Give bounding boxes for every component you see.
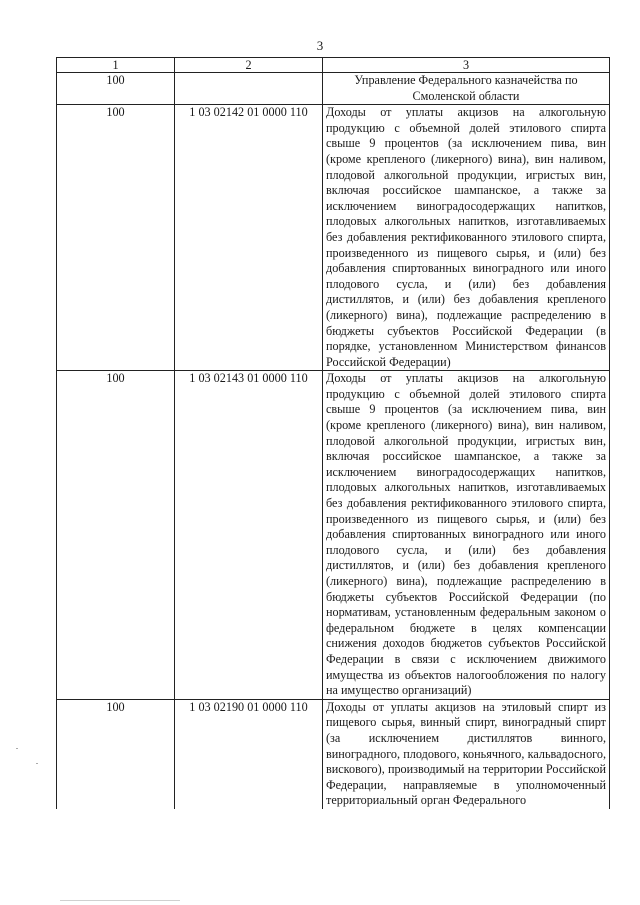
table-row: [57, 73, 610, 105]
table-header-row: [57, 58, 610, 73]
scan-artifact-line: [60, 900, 180, 901]
revenue-code-cell: 1 03 02143 01 0000 110: [175, 371, 323, 699]
revenue-codes-table: [56, 57, 610, 809]
scan-artifact-line: [36, 763, 38, 764]
revenue-description-cell: Доходы от уплаты акцизов на алкогольную продукцию с объемной долей этилового спирта свыше 9 процентов (за исключением пива, вин (кроме крепленого (ликерного) вина), вин наливом, плодовой алкогольной продукции, игристых вин, включая российское шампанское, а также за исключением виноградосодержащих напитков, плодовых алкогольных напитков, изготавливаемых без добавления ректификованного этилового спирта, произведенного из пищевого сырья, и (или) без добавления спиртованных виноградного или иного плодового сусла, и (или) без добавления дистиллятов, и (или) без добавления крепленого (ликерного) вина), подлежащие распределению в бюджеты субъектов Российской Федерации (в порядке, установленном Министерством финансов Российской Федерации): [323, 105, 610, 371]
scan-artifact-line: [16, 748, 18, 749]
admin-code-cell: 100: [57, 105, 175, 371]
table-row: [57, 699, 610, 809]
header-col-3: 3: [323, 58, 610, 73]
administrator-name-cell: Управление Федерального казначейства по Смоленской области: [323, 73, 610, 105]
header-col-2: 2: [175, 58, 323, 73]
admin-code-cell: 100: [57, 73, 175, 105]
revenue-description-cell: Доходы от уплаты акцизов на этиловый спирт из пищевого сырья, винный спирт, виноградный спирт (за исключением дистиллятов винного, виноградного, плодового, коньячного, кальвадосного, вискового), производимый на территории Российской Федерации, направляемые в уполномоченный территориальный орган Федерального: [323, 699, 610, 809]
admin-code-cell: 100: [57, 699, 175, 809]
revenue-code-cell: 1 03 02142 01 0000 110: [175, 105, 323, 371]
page-number: 3: [316, 38, 324, 53]
admin-code-cell: 100: [57, 371, 175, 699]
revenue-code-cell: [175, 73, 323, 105]
table-row: [57, 105, 610, 371]
header-col-1: 1: [57, 58, 175, 73]
table-row: [57, 371, 610, 699]
revenue-code-cell: 1 03 02190 01 0000 110: [175, 699, 323, 809]
revenue-description-cell: Доходы от уплаты акцизов на алкогольную продукцию с объемной долей этилового спирта свыше 9 процентов (за исключением пива, вин (кроме крепленого (ликерного) вина), вин наливом, плодовой алкогольной продукции, игристых вин, включая российское шампанское, а также за исключением виноградосодержащих напитков, плодовых алкогольных напитков, изготавливаемых без добавления ректификованного этилового спирта, произведенного из пищевого сырья, и (или) без добавления спиртованных виноградного или иного плодового сусла, и (или) без добавления дистиллятов, и (или) без добавления крепленого (ликерного) вина), подлежащие распределению в бюджеты субъектов Российской Федерации (по нормативам, установленным федеральным законом о федеральном бюджете в целях компенсации снижения доходов бюджетов субъектов Российской Федерации в связи с исключением движимого имущества из объектов налогообложения по налогу на имущество организаций): [323, 371, 610, 699]
